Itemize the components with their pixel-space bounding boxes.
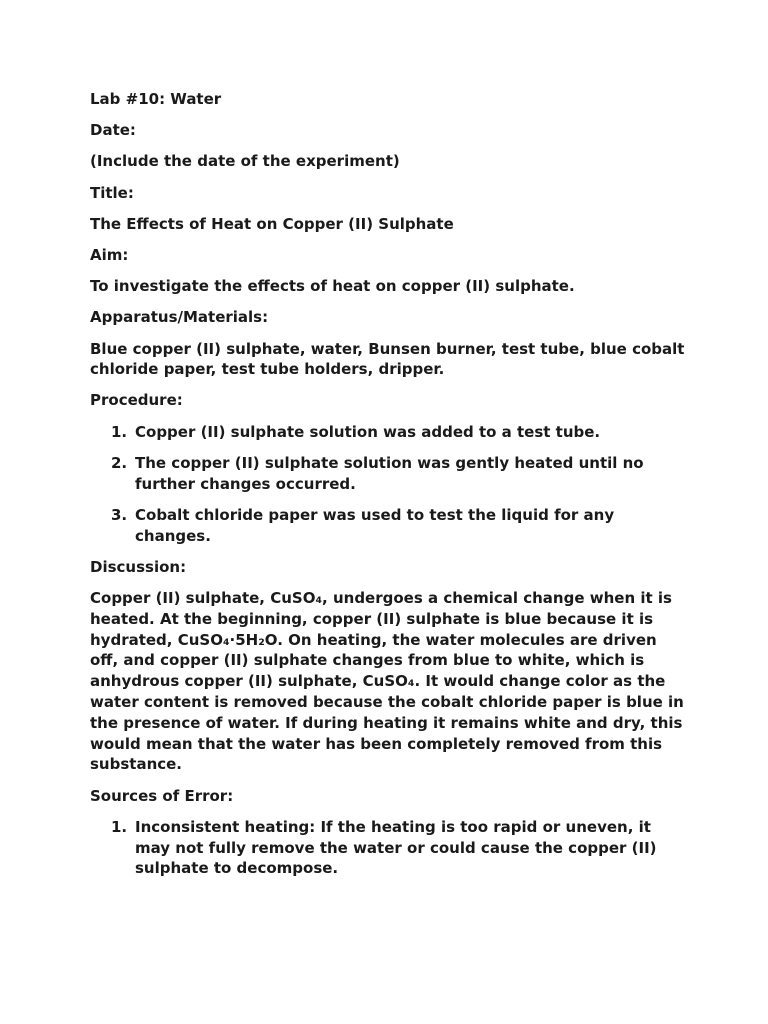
date-text: (Include the date of the experiment) <box>90 152 400 171</box>
procedure-step <box>90 453 690 495</box>
aim-text: To investigate the effects of heat on copper (II) sulphate. <box>90 277 575 296</box>
errors-list <box>90 817 690 879</box>
procedure-step-text: Copper (II) sulphate solution was added to a test tube. <box>135 422 601 441</box>
error-item-number: 1. <box>111 817 128 836</box>
procedure-list <box>90 422 690 547</box>
procedure-heading: Procedure: <box>90 391 183 410</box>
apparatus-heading: Apparatus/Materials: <box>90 308 269 327</box>
date-heading: Date: <box>90 121 136 140</box>
error-item-text: Inconsistent heating: If the heating is too rapid or uneven, it may not fully remove the water or could cause the copper (II) sulphate to decompose. <box>135 817 657 878</box>
title-text: The Effects of Heat on Copper (II) Sulphate <box>90 214 454 233</box>
procedure-step-text: The copper (II) sulphate solution was gently heated until no further changes occurred. <box>135 453 644 493</box>
title-heading: Title: <box>90 183 134 202</box>
errors-heading: Sources of Error: <box>90 786 234 805</box>
procedure-step-text: Cobalt chloride paper was used to test the liquid for any changes. <box>135 505 615 545</box>
procedure-step-number: 2. <box>111 453 128 472</box>
apparatus-text: Blue copper (II) sulphate, water, Bunsen burner, test tube, blue cobalt chloride paper, test tube holders, dripper. <box>90 339 685 379</box>
procedure-step-number: 1. <box>111 422 128 441</box>
aim-heading: Aim: <box>90 245 129 264</box>
procedure-step-number: 3. <box>111 505 128 524</box>
procedure-step <box>90 505 690 547</box>
error-item <box>90 817 690 879</box>
discussion-text: Copper (II) sulphate, CuSO₄, undergoes a chemical change when it is heated. At the beginning, copper (II) sulphate is blue because it is hydrated, CuSO₄·5H₂O. On heating, the water molecules are driven off, and copper (II) sulphate changes from blue to white, which is anhydrous copper (II) sulphate, CuSO₄. It would change color as the water content is removed because the cobalt chloride paper is blue in the presence of water. If during heating it remains white and dry, this would mean that the water has been completely removed from this substance. <box>90 589 684 774</box>
lab-title: Lab #10: Water <box>90 90 222 108</box>
lab-report-page <box>90 89 690 890</box>
discussion-heading: Discussion: <box>90 557 187 576</box>
procedure-step <box>90 422 690 443</box>
